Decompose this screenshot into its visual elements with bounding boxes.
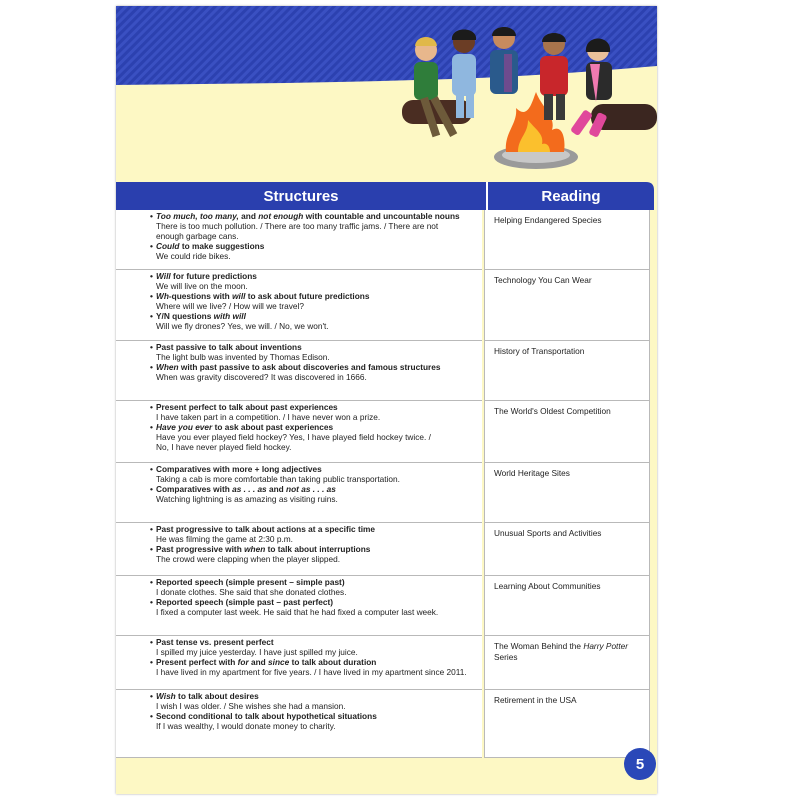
example-sentence: Taking a cab is more comfortable than taking public transportation.: [156, 473, 400, 484]
text-run: Wish: [156, 691, 176, 701]
grammar-point: [156, 658, 482, 678]
text-run: Learning About Communities: [494, 581, 601, 591]
text-run: to ask about past experiences: [212, 421, 334, 432]
text-run: as . . . as: [232, 483, 267, 494]
grammar-point-title: [156, 363, 482, 373]
structures-cell: [116, 636, 482, 690]
text-run: Comparatives with more + long adjectives: [156, 464, 322, 474]
text-run: to make suggestions: [179, 240, 265, 251]
table-row: [116, 463, 657, 523]
reading-cell: [484, 401, 650, 463]
grammar-point: [156, 292, 482, 312]
text-run: When: [156, 361, 179, 372]
structures-cell: [116, 576, 482, 636]
table-row: [116, 341, 657, 401]
grammar-point: [156, 272, 482, 292]
text-run: to talk about duration: [289, 656, 377, 667]
table-row: [116, 636, 657, 690]
text-run: Second conditional to talk about hypothetical situations: [156, 710, 377, 721]
text-run: Too much, too many,: [156, 211, 239, 221]
grammar-point-title: [156, 292, 482, 302]
grammar-point: [156, 525, 482, 545]
reading-cell: [484, 576, 650, 636]
text-run: Retirement in the USA: [494, 695, 577, 705]
example-sentence: He was filming the game at 2:30 p.m.: [156, 533, 293, 544]
grammar-point: [156, 465, 482, 485]
grammar-point-title: [156, 545, 482, 555]
grammar-point: [156, 423, 482, 453]
textbook-page: [116, 6, 657, 794]
text-run: History of Transportation: [494, 346, 585, 356]
text-run: Series: [494, 651, 518, 662]
structures-cell: [116, 523, 482, 576]
example-sentence: Will we fly drones? Yes, we will. / No, we won't.: [156, 320, 329, 331]
example-sentence: Have you ever played field hockey? Yes, I have played field hockey twice. /: [156, 431, 431, 442]
text-run: Reported speech (simple present – simple past): [156, 577, 345, 587]
example-sentence: We will live on the moon.: [156, 280, 248, 291]
text-run: Past tense vs. present perfect: [156, 637, 274, 647]
text-run: The Woman Behind the: [494, 641, 584, 651]
text-run: with past passive to ask about discoveries and famous structures: [178, 361, 441, 372]
reading-cell: [484, 341, 650, 401]
grammar-point: [156, 363, 482, 383]
text-run: with countable and uncountable nouns: [303, 211, 460, 221]
page-number-badge: 5: [624, 748, 656, 780]
grammar-point-title: [156, 578, 482, 588]
example-sentence: I donate clothes. She said that she donated clothes.: [156, 586, 347, 597]
example-sentence: I have taken part in a competition. / I have never won a prize.: [156, 411, 381, 422]
text-run: Will: [156, 271, 171, 281]
text-run: Helping Endangered Species: [494, 215, 602, 225]
text-run: The World's Oldest Competition: [494, 406, 611, 416]
example-sentence: I fixed a computer last week. He said that he had fixed a computer last week.: [156, 606, 439, 617]
grammar-point-title: [156, 525, 482, 535]
grammar-point: [156, 545, 482, 565]
example-sentence: We could ride bikes.: [156, 250, 231, 261]
example-sentence: I spilled my juice yesterday. I have just spilled my juice.: [156, 646, 358, 657]
text-run: for future predictions: [170, 271, 257, 281]
reading-cell: [484, 636, 650, 690]
text-run: -questions with: [168, 290, 233, 301]
structures-cell: [116, 270, 482, 341]
example-sentence: Watching lightning is as amazing as visiting ruins.: [156, 493, 338, 504]
reading-cell: [484, 270, 650, 341]
grammar-point-title: [156, 638, 482, 648]
text-run: Past progressive to talk about actions at a specific time: [156, 524, 376, 534]
text-run: Past progressive with: [156, 543, 245, 554]
grammar-point-title: [156, 465, 482, 475]
grammar-point-title: [156, 423, 482, 433]
text-run: when: [244, 543, 266, 554]
reading-cell: [484, 463, 650, 523]
grammar-point: [156, 343, 482, 363]
text-run: Y/N questions: [156, 310, 214, 321]
text-run: with will: [213, 310, 246, 321]
reading-header: Reading: [541, 187, 601, 205]
example-sentence: There is too much pollution. / There are too many traffic jams. / There are not: [156, 220, 439, 231]
structures-header: Structures: [263, 187, 339, 205]
text-run: Wh: [156, 290, 169, 301]
text-run: to talk about desires: [175, 691, 259, 701]
grammar-point: [156, 403, 482, 423]
text-run: Present perfect with: [156, 656, 238, 667]
grammar-point: [156, 312, 482, 332]
example-sentence: When was gravity discovered? It was discovered in 1666.: [156, 371, 367, 382]
reading-cell: [484, 690, 650, 758]
grammar-point: [156, 638, 482, 658]
text-run: since: [268, 656, 290, 667]
grammar-point: [156, 485, 482, 505]
example-sentence: The light bulb was invented by Thomas Edison.: [156, 351, 330, 362]
text-run: will: [232, 290, 246, 301]
structures-cell: [116, 341, 482, 401]
table-row: [116, 401, 657, 463]
text-run: Harry Potter: [583, 641, 629, 651]
grammar-point-title: [156, 343, 482, 353]
text-run: Present perfect to talk about past experiences: [156, 402, 338, 412]
structures-cell: [116, 463, 482, 523]
text-run: Past passive to talk about inventions: [156, 342, 302, 352]
grammar-point-title: [156, 272, 482, 282]
grammar-point-title: [156, 403, 482, 413]
grammar-point: [156, 242, 482, 262]
grammar-point: [156, 578, 482, 598]
reading-cell: [484, 210, 650, 270]
example-sentence: No, I have never played field hockey.: [156, 441, 292, 452]
table-row: [116, 523, 657, 576]
text-run: Technology You Can Wear: [494, 275, 592, 285]
grammar-point-title: [156, 658, 482, 668]
reading-cell: [484, 523, 650, 576]
text-run: Unusual Sports and Activities: [494, 528, 602, 538]
example-sentence: I wish I was older. / She wishes she had a mansion.: [156, 700, 346, 711]
table-row: [116, 576, 657, 636]
text-run: Comparatives with: [156, 483, 233, 494]
grammar-point-title: [156, 312, 482, 322]
example-sentence: enough garbage cans.: [156, 230, 239, 241]
grammar-point-title: [156, 598, 482, 608]
grammar-point: [156, 598, 482, 618]
text-run: and: [266, 483, 287, 494]
text-run: Have you ever: [156, 421, 213, 432]
example-sentence: Where will we live? / How will we travel?: [156, 300, 305, 311]
text-run: to ask about future predictions: [245, 290, 370, 301]
grammar-point-title: [156, 692, 482, 702]
text-run: World Heritage Sites: [494, 468, 570, 478]
text-run: to talk about interruptions: [265, 543, 371, 554]
structures-cell: [116, 690, 482, 758]
text-run: Reported speech (simple past – past perfect): [156, 596, 334, 607]
table-row: [116, 270, 657, 341]
grammar-point: [156, 212, 482, 242]
table-row: [116, 210, 657, 270]
grammar-point: [156, 712, 482, 732]
grammar-point: [156, 692, 482, 712]
structures-cell: [116, 401, 482, 463]
campfire-kids-illustration: [386, 12, 657, 180]
table-row: [116, 690, 657, 758]
grammar-point-title: [156, 485, 482, 495]
structures-cell: [116, 210, 482, 270]
text-run: Could: [156, 240, 180, 251]
text-run: and: [248, 656, 269, 667]
grammar-point-title: [156, 712, 482, 722]
text-run: not as . . . as: [286, 483, 336, 494]
example-sentence: I have lived in my apartment for five years. / I have lived in my apartment since 2011.: [156, 666, 467, 677]
grammar-point-title: [156, 242, 482, 252]
text-run: not enough: [258, 211, 304, 221]
example-sentence: If I was wealthy, I would donate money to charity.: [156, 720, 336, 731]
text-run: for: [237, 656, 249, 667]
text-run: and: [238, 211, 259, 221]
example-sentence: The crowd were clapping when the player slipped.: [156, 553, 341, 564]
grammar-point-title: [156, 212, 482, 222]
